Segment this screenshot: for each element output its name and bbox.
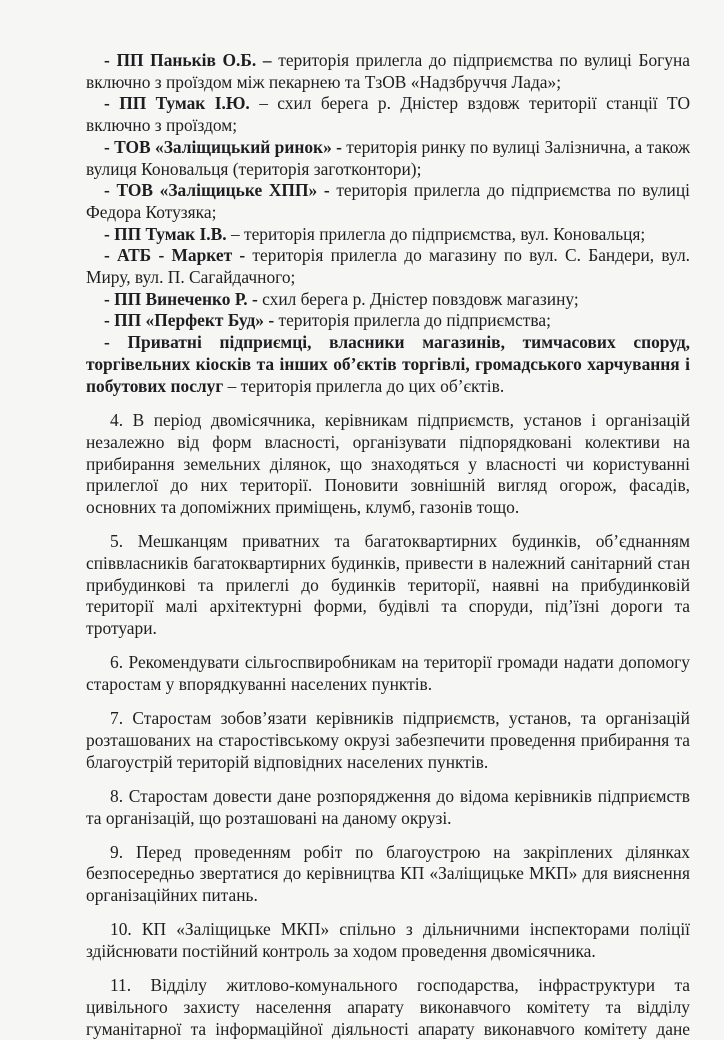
entity-territory: – територія прилегла до підприємства, вул. Коновальця; [226, 223, 646, 244]
entity-name: - ПП «Перфект Буд» - [104, 310, 275, 331]
paragraph-7: 7. Старостам зобов’язати керівників підприємств, установ, та організацій розташованих на старостівському окрузі забезпечити проведення прибирання та благоустрій територій відповідних населених пунктів. [86, 708, 690, 772]
list-item [86, 245, 690, 288]
entity-territory: схил берега р. Дністер повздовж магазину; [257, 288, 579, 309]
paragraph-8: 8. Старостам довести дане розпорядження до відома керівників підприємств та організацій, що розташовані на даному окрузі. [86, 785, 690, 828]
paragraph-11: 11. Відділу житлово-комунального господарства, інфраструктури та цивільного захисту населення апарату виконавчого комітету та відділу гуманітарної та інформаційної діяльності апарату виконавчого комітету дане [86, 975, 690, 1039]
list-item [86, 332, 690, 397]
entity-territory: територія прилегла до підприємства по вулиці Богуна включно з проїздом між пекарнею та ТзОВ «Надзбруччя Лада»; [86, 50, 690, 92]
entity-territory: територія прилегла до підприємства по вулиці Федора Котузяка; [86, 180, 690, 222]
paragraph-5: 5. Мешканцям приватних та багатоквартирних будинків, об’єднанням співвласників багатоквартирних будинків, привести в належний санітарний стан прибудинкові та прилеглі до будинків території, наявні на прибудинковій території малі архітектурні форми, будівлі та споруди, під’їзні дороги та тротуари. [86, 531, 690, 639]
entity-territory: територія ринку по вулиці Залізнична, а також вулиця Коновальця (територія заготконтори); [86, 136, 690, 179]
paragraph-4: 4. В період двомісячника, керівникам підприємств, установ і організацій незалежно від форм власності, організувати підпорядковані колективи на прибирання земельних ділянок, що знаходяться у власності чи користуванні прилеглої до них території. Поновити зовнішній вигляд огорож, фасадів, основних та допоміжних приміщень, клумб, газонів тощо. [86, 410, 690, 518]
entity-name: - Приватні підприємці, власники магазинів, тимчасових споруд, торгівельних кіосків та інших об’єктів торгівлі, громадського харчування і побутових послуг [86, 332, 690, 396]
paragraph-9: 9. Перед проведенням робіт по благоустрою на закріплених ділянках безпосередньо звертатися до керівництва КП «Заліщицьке МКП» для вияснення організаційних питань. [86, 841, 690, 906]
entity-name: - ПП Тумак І.Ю. [104, 93, 250, 114]
entity-name: - ТОВ «Заліщицький ринок» - [104, 136, 342, 157]
paragraph-10: 10. КП «Заліщицьке МКП» спільно з дільничними інспекторами поліції здійснювати постійний контроль за ходом проведення двомісячника. [86, 919, 690, 962]
paragraph-6: 6. Рекомендувати сільгоспвиробникам на території громади надати допомогу старостам у впорядкуванні населених пунктів. [86, 652, 690, 694]
entity-territory: територія прилегла до магазину по вул. С. Бандери, вул. Миру, вул. П. Сагайдачного; [86, 245, 690, 288]
entity-name: - ПП Тумак І.В. [104, 223, 227, 244]
list-item [86, 137, 690, 180]
list-item [86, 310, 690, 332]
entity-territory: – схил берега р. Дністер вздовж території станції ТО включно з проїздом; [86, 93, 691, 136]
list-item [86, 180, 690, 223]
entity-name: - ПП Винеченко Р. - [104, 288, 258, 309]
document-page [86, 50, 690, 1040]
list-item [86, 289, 690, 311]
entity-name: - АТБ - Маркет - [104, 245, 246, 266]
entity-territory: територія прилегла до підприємства; [274, 310, 551, 331]
list-item [86, 50, 690, 93]
assignment-list [86, 50, 690, 397]
entity-name: - ТОВ «Заліщицьке ХПП» - [104, 180, 330, 201]
list-item [86, 224, 690, 246]
entity-name: - ПП Паньків О.Б. – [104, 50, 272, 70]
list-item [86, 93, 690, 136]
entity-territory: – територія прилегла до цих об’єктів. [223, 375, 505, 396]
